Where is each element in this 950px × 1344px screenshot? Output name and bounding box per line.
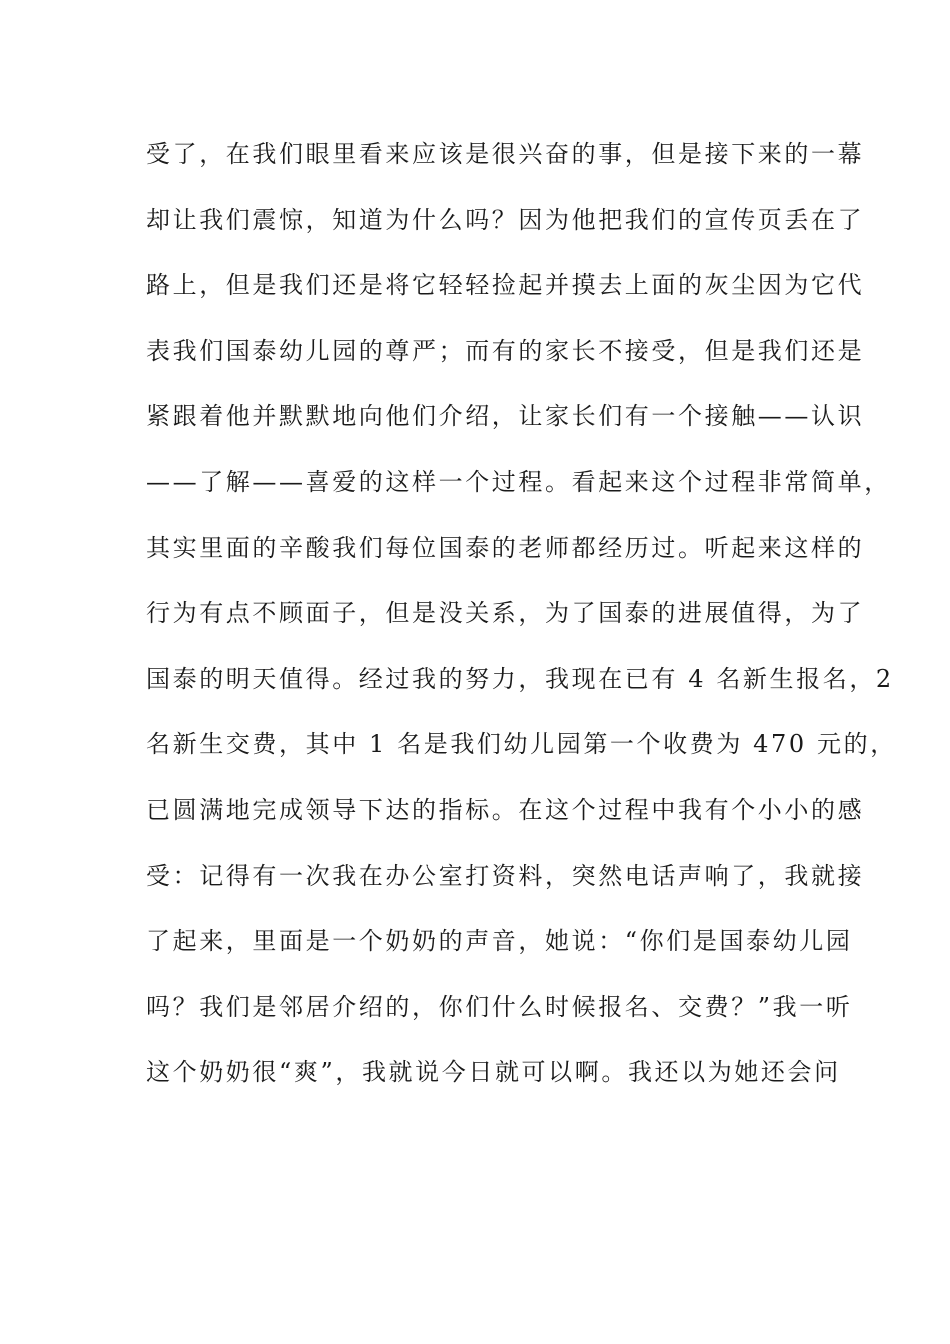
text-line: 名新生交费，其中 1 名是我们幼儿园第一个收费为 470 元的， — [146, 730, 897, 759]
text-line: 了起来，里面是一个奶奶的声音，她说：“你们是国泰幼儿园 — [146, 927, 853, 956]
text-line: 路上，但是我们还是将它轻轻捡起并摸去上面的灰尘因为它代 — [146, 271, 865, 300]
text-line: 表我们国泰幼儿园的尊严；而有的家长不接受，但是我们还是 — [146, 336, 865, 365]
text-line: 受：记得有一次我在办公室打资料，突然电话声响了，我就接 — [146, 861, 865, 890]
text-line: ——了解——喜爱的这样一个过程。看起来这个过程非常简单， — [146, 467, 891, 496]
body-text — [146, 131, 897, 1115]
text-line: 受了，在我们眼里看来应该是很兴奋的事，但是接下来的一幕 — [146, 140, 865, 168]
text-line: 国泰的明天值得。经过我的努力，我现在已有 4 名新生报名，2 — [146, 664, 894, 693]
text-line: 行为有点不顾面子，但是没关系，为了国泰的进展值得，为了 — [146, 599, 865, 628]
text-line: 其实里面的辛酸我们每位国泰的老师都经历过。听起来这样的 — [146, 533, 865, 562]
text-line: 紧跟着他并默默地向他们介绍，让家长们有一个接触——认识 — [146, 402, 865, 431]
text-line: 吗？我们是邻居介绍的，你们什么时候报名、交费？”我一听 — [146, 992, 853, 1021]
text-line: 已圆满地完成领导下达的指标。在这个过程中我有个小小的感 — [146, 795, 865, 824]
text-line: 这个奶奶很“爽”，我就说今日就可以啊。我还以为她还会问 — [146, 1058, 841, 1087]
text-line: 却让我们震惊，知道为什么吗？因为他把我们的宣传页丢在了 — [146, 205, 865, 234]
